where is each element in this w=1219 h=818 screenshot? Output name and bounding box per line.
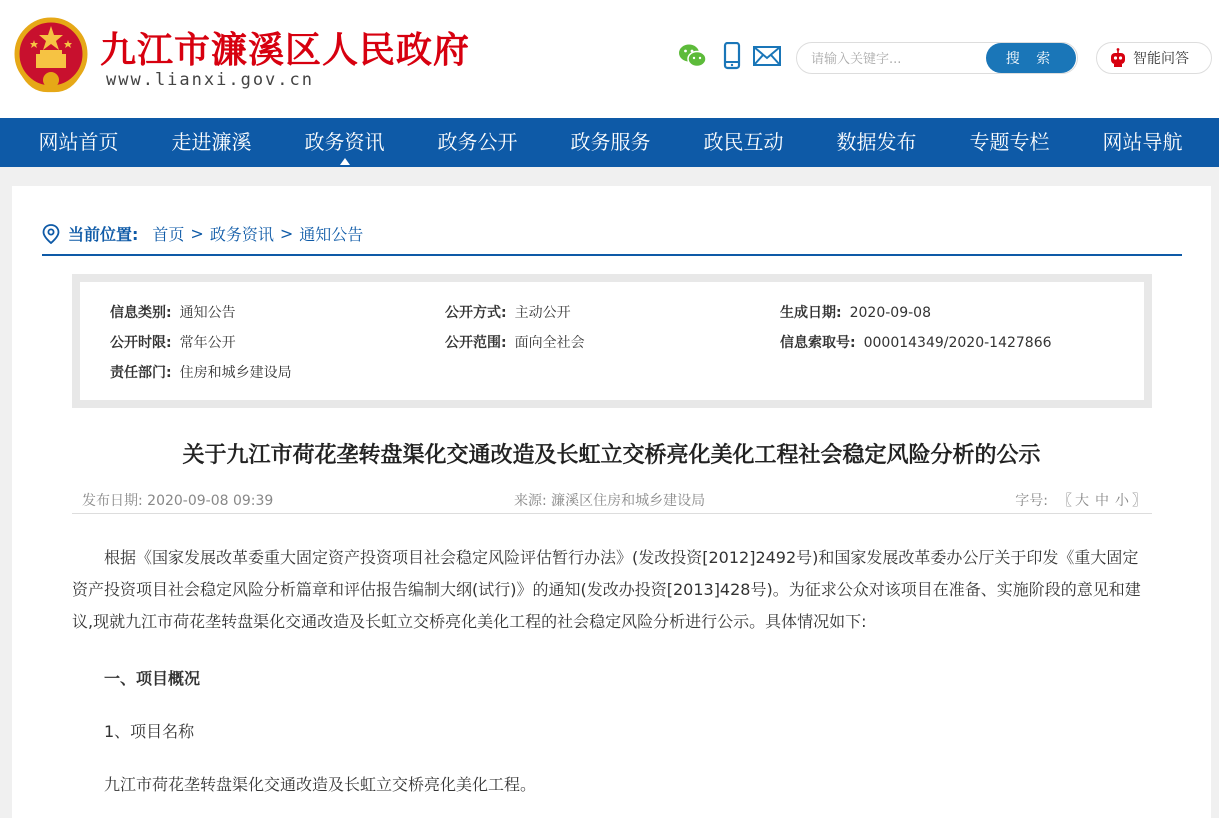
robot-icon [1109,48,1127,68]
mail-icon[interactable] [752,42,782,70]
nav-item-about[interactable]: 走进濂溪 [171,130,252,154]
content-card [12,186,1211,818]
search-box [796,42,1078,74]
ai-qa-label: 智能问答 [1133,51,1189,67]
info-meta-box [72,274,1152,408]
article-info-row [72,484,1152,514]
meta-scope: 公开范围: 面向全社会 [445,335,585,351]
nav-item-home[interactable]: 网站首页 [38,130,119,154]
publish-date: 发布日期: 2020-09-08 09:39 [82,493,274,509]
breadcrumb-separator: > [279,224,294,243]
article-paragraph: 根据《国家发展改革委重大固定资产投资项目社会稳定风险评估暂行办法》(发改投资[2012]2492号)和国家发展改革委办公厅关于印发《重大固定资产投资项目社会稳定风险分析篇章和评估报告编制大纲(试行)》的通知(发改办投资[2013]428号)。为征求公众对该项目在准备、实施阶段的意见和建议,现就九江市荷花垄转盘渠化交通改造及长虹立交桥亮化美化工程的社会稳定风险分析进行公示。具体情况如下: [72,548,1141,631]
breadcrumb-label: 当前位置: [68,225,139,244]
font-size-bracket: 〖 [1058,493,1072,509]
main-nav [0,118,1219,167]
meta-index: 信息索取号: 000014349/2020-1427866 [780,335,1052,351]
article-source: 来源: 濂溪区住房和城乡建设局 [514,493,706,509]
site-url[interactable]: www.lianxi.gov.cn [106,70,314,90]
font-size-small[interactable]: 小 [1115,493,1129,509]
nav-item-interaction[interactable]: 政民互动 [703,130,784,154]
breadcrumb-separator: > [190,224,204,243]
site-header [0,0,1219,118]
search-input[interactable] [811,48,981,70]
meta-date: 生成日期: 2020-09-08 [780,305,931,321]
breadcrumb-notices[interactable]: 通知公告 [299,225,364,244]
font-size-control [1012,490,1146,510]
subsection-heading: 1、项目名称 [104,722,195,741]
breadcrumb [42,222,363,245]
mobile-icon[interactable] [717,42,747,70]
nav-item-news[interactable]: 政务资讯 [278,118,411,167]
section-heading: 一、项目概况 [104,669,201,688]
font-size-large[interactable]: 大 [1075,493,1089,509]
wechat-icon[interactable] [678,42,708,70]
search-button[interactable]: 搜 索 [986,43,1076,73]
location-pin-icon [42,224,60,244]
article-title: 关于九江市荷花垄转盘渠化交通改造及长虹立交桥亮化美化工程社会稳定风险分析的公示 [182,443,1041,468]
nav-item-disclosure[interactable]: 政务公开 [437,130,518,154]
nav-item-sitemap[interactable]: 网站导航 [1102,130,1183,154]
breadcrumb-news[interactable]: 政务资讯 [209,225,274,244]
meta-dept: 责任部门: 住房和城乡建设局 [110,365,292,381]
ai-qa-button[interactable] [1096,42,1212,74]
font-size-bracket: 〗 [1132,493,1146,509]
project-name-text: 九江市荷花垄转盘渠化交通改造及长虹立交桥亮化美化工程。 [104,775,537,794]
nav-item-services[interactable]: 政务服务 [570,130,651,154]
nav-item-data[interactable]: 数据发布 [836,130,917,154]
breadcrumb-home[interactable]: 首页 [152,225,185,244]
site-title[interactable]: 九江市濂溪区人民政府 [100,30,471,71]
article-body [72,542,1154,638]
meta-period: 公开时限: 常年公开 [110,335,236,351]
meta-method: 公开方式: 主动公开 [445,305,571,321]
nav-item-topics[interactable]: 专题专栏 [969,130,1050,154]
font-size-label: 字号: [1015,493,1048,509]
meta-category: 信息类别: 通知公告 [110,305,236,321]
font-size-medium[interactable]: 中 [1095,493,1109,509]
breadcrumb-divider [42,254,1182,256]
national-emblem-icon [12,14,90,96]
